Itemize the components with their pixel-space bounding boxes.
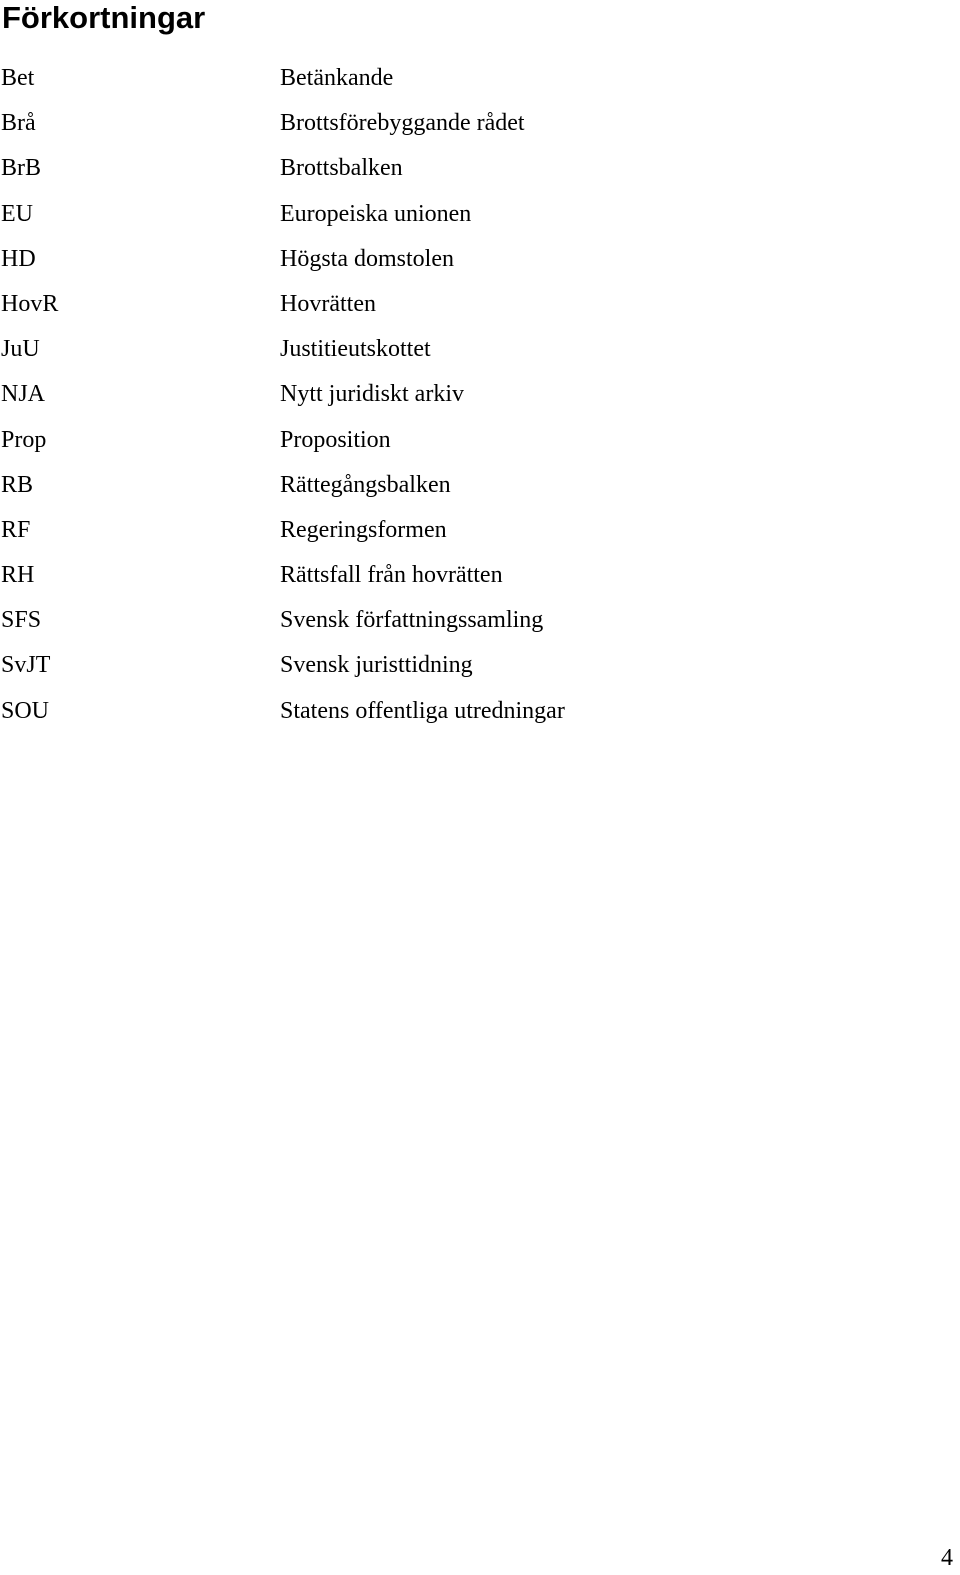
abbreviation-term: RH xyxy=(1,562,35,589)
abbreviation-term: NJA xyxy=(1,381,46,408)
abbreviation-row xyxy=(0,689,700,734)
abbreviation-term: SFS xyxy=(1,607,42,634)
abbreviation-term: BrB xyxy=(1,155,42,182)
abbreviation-definition: Europeiska unionen xyxy=(280,200,472,227)
abbreviation-term: Bet xyxy=(1,65,35,91)
abbreviation-definition: Svensk författningssamling xyxy=(280,607,544,634)
abbreviation-definition: Hovrätten xyxy=(280,290,376,317)
abbreviation-row xyxy=(0,418,700,463)
abbreviation-term: HD xyxy=(1,245,36,272)
abbreviation-definition: Rättegångsbalken xyxy=(280,471,451,498)
abbreviation-definition: Brottsförebyggande rådet xyxy=(280,110,525,137)
abbreviation-list xyxy=(0,56,700,734)
abbreviation-row xyxy=(0,372,700,417)
abbreviation-row xyxy=(0,282,700,327)
abbreviation-row xyxy=(0,463,700,508)
abbreviation-definition: Svensk juristtidning xyxy=(280,652,473,679)
abbreviation-row xyxy=(0,598,700,643)
abbreviation-term: SOU xyxy=(1,697,50,724)
abbreviation-term: EU xyxy=(1,200,33,227)
abbreviation-term: HovR xyxy=(1,290,59,317)
page-number: 4 xyxy=(941,1545,953,1571)
abbreviation-row xyxy=(0,237,700,282)
abbreviation-definition: Brottsbalken xyxy=(280,155,403,182)
abbreviation-definition: Nytt juridiskt arkiv xyxy=(280,381,464,408)
abbreviation-definition: Proposition xyxy=(280,426,391,453)
abbreviation-term: RF xyxy=(1,516,31,543)
abbreviation-term: JuU xyxy=(1,336,40,363)
abbreviation-term: SvJT xyxy=(1,652,51,679)
abbreviation-term: Brå xyxy=(1,110,36,137)
abbreviation-row xyxy=(0,553,700,598)
abbreviation-term: Prop xyxy=(1,426,47,453)
abbreviation-definition: Justitieutskottet xyxy=(280,336,431,363)
abbreviation-row xyxy=(0,643,700,688)
abbreviation-row xyxy=(0,146,700,191)
abbreviation-row xyxy=(0,192,700,237)
abbreviation-definition: Högsta domstolen xyxy=(280,245,454,272)
abbreviation-row xyxy=(0,101,700,146)
abbreviation-definition: Regeringsformen xyxy=(280,516,447,543)
abbreviation-row xyxy=(0,56,700,101)
abbreviation-definition: Betänkande xyxy=(280,65,394,91)
page-title: Förkortningar xyxy=(2,0,206,35)
abbreviation-definition: Statens offentliga utredningar xyxy=(280,697,565,724)
abbreviation-row xyxy=(0,508,700,553)
abbreviation-definition: Rättsfall från hovrätten xyxy=(280,562,503,589)
abbreviation-row xyxy=(0,327,700,372)
abbreviation-term: RB xyxy=(1,471,34,498)
